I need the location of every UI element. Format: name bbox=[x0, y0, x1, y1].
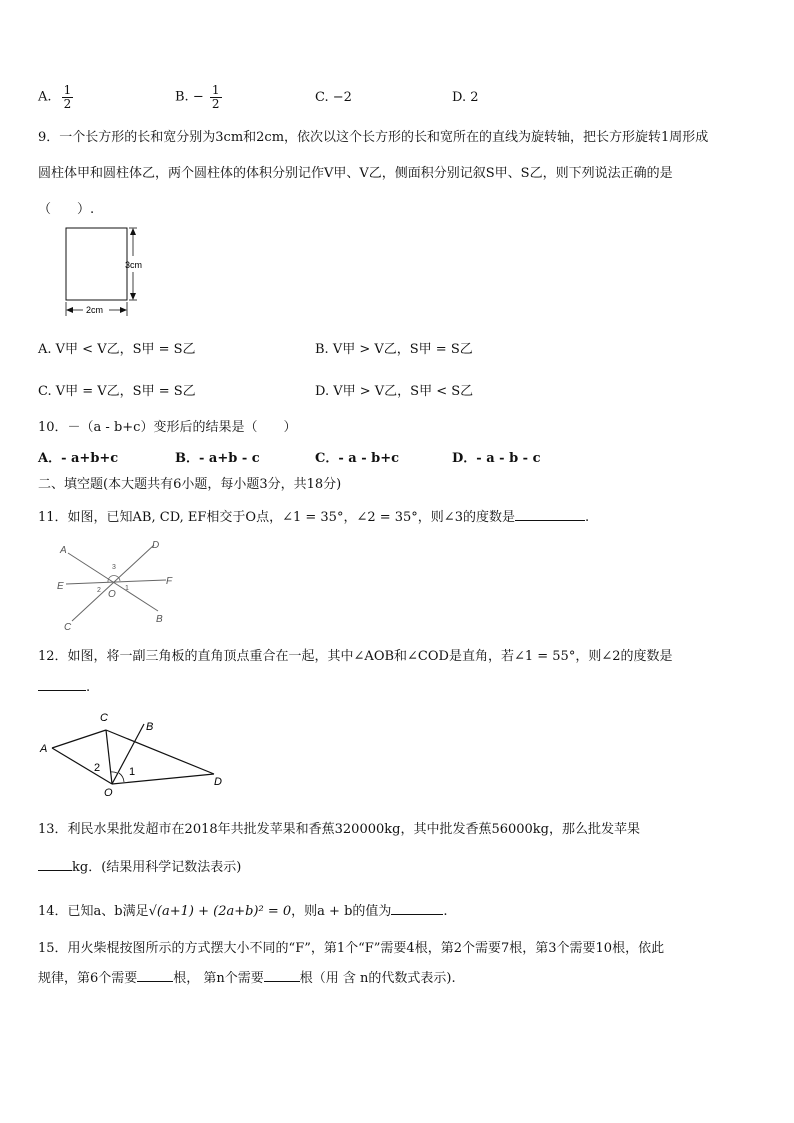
q15-answer-blank-2[interactable] bbox=[264, 969, 300, 982]
q12-triangle-boards-figure bbox=[36, 708, 236, 803]
q15-stem-line1: 15．用火柴棍按图所示的方式摆大小不同的“F”，第1个“F”需要4根，第2个需要7根，第3个需要10根，依此 bbox=[38, 941, 665, 956]
q9-stem-line2: 圆柱体甲和圆柱体乙，两个圆柱体的体积分别记作V甲、V乙，侧面积分别记叙S甲、S乙，则下列说法正确的是 bbox=[38, 166, 673, 181]
q13-answer-blank[interactable] bbox=[38, 858, 72, 871]
fraction: $\frac{1}{2}$ bbox=[211, 83, 220, 111]
rectangle bbox=[66, 228, 127, 300]
label-e: E bbox=[57, 581, 64, 592]
label-d: D bbox=[152, 540, 160, 551]
section-heading: 二、填空题(本大题共有6小题，每小题3分，共18分) bbox=[38, 477, 342, 492]
label-f: F bbox=[166, 576, 173, 587]
q13-stem-line1: 13．利民水果批发超市在2018年共批发苹果和香蕉320000kg，其中批发香蕉56000kg，那么批发苹果 bbox=[38, 822, 641, 837]
label-d: D bbox=[214, 776, 222, 788]
segment-cd bbox=[106, 730, 214, 774]
q14-answer-blank[interactable] bbox=[391, 902, 443, 915]
q12-answer-blank[interactable] bbox=[38, 678, 86, 691]
q11-stem: 11．如图，已知AB, CD, EF相交于O点，∠1 = 35°，∠2 = 35°，则∠3的度数是 . bbox=[38, 510, 590, 525]
q12-stem-line1: 12．如图，将一副三角板的直角顶点重合在一起，其中∠AOB和∠COD是直角，若∠1 = 55°，则∠2的度数是 bbox=[38, 649, 673, 664]
label-b: B bbox=[156, 614, 163, 625]
label-b: B bbox=[146, 721, 154, 733]
q14-equation: √(a+1) + (2a+b)² = 0 bbox=[148, 904, 292, 919]
segment-ac bbox=[52, 730, 106, 748]
label-a: A bbox=[40, 743, 48, 755]
label-c: C bbox=[64, 622, 72, 633]
q13-stem-line2: kg．(结果用科学记数法表示) bbox=[38, 856, 241, 875]
angle-3-label: 3 bbox=[112, 564, 116, 571]
q15-answer-blank-1[interactable] bbox=[137, 969, 173, 982]
height-label: 3cm bbox=[125, 260, 143, 270]
segment-od bbox=[112, 774, 214, 784]
arrowhead-left-icon bbox=[66, 307, 73, 313]
q10-stem: 10．－（a - b+c）变形后的结果是（ ） bbox=[38, 420, 297, 435]
q8-option-b[interactable]: B. − $\frac{1}{2}$ bbox=[175, 83, 220, 111]
q15-stem-line2: 规律，第6个需要 根， 第n个需要 根（用 含 n的代数式表示). bbox=[38, 971, 456, 986]
q9-option-d[interactable]: D. V甲 > V乙，S甲 < S乙 bbox=[315, 384, 474, 399]
label-o: O bbox=[108, 589, 116, 600]
label-a: A bbox=[60, 545, 67, 556]
q10-option-d[interactable]: D．- a - b - c bbox=[452, 451, 541, 466]
q8-option-a[interactable]: A. $\frac{1}{2}$ bbox=[38, 83, 72, 111]
angle-1-label: 1 bbox=[129, 766, 136, 778]
q11-answer-blank[interactable] bbox=[515, 508, 585, 521]
angle-2-label: 2 bbox=[97, 587, 101, 594]
angle-2-label: 2 bbox=[94, 762, 101, 774]
q11-intersecting-lines-figure bbox=[50, 535, 190, 635]
q8-option-d[interactable]: D. 2 bbox=[452, 90, 479, 105]
q10-option-a[interactable]: A．- a+b+c bbox=[38, 451, 119, 466]
angle-1-arc bbox=[119, 773, 124, 782]
label-o: O bbox=[104, 787, 113, 799]
segment-ao bbox=[52, 748, 112, 784]
q9-stem-line1: 9．一个长方形的长和宽分别为3cm和2cm，依次以这个长方形的长和宽所在的直线为旋转轴，把长方形旋转1周形成 bbox=[38, 130, 709, 145]
q9-option-b[interactable]: B. V甲 > V乙，S甲 = S乙 bbox=[315, 342, 473, 357]
q9-stem-line3: （ ）. bbox=[38, 202, 95, 217]
q10-option-b[interactable]: B．- a+b - c bbox=[175, 451, 260, 466]
q10-option-c[interactable]: C．- a - b+c bbox=[315, 451, 400, 466]
q12-stem-line2: . bbox=[38, 678, 90, 695]
q9-option-a[interactable]: A. V甲 < V乙，S甲 = S乙 bbox=[38, 342, 196, 357]
segment-ob bbox=[112, 724, 144, 784]
q9-option-c[interactable]: C. V甲 = V乙，S甲 = S乙 bbox=[38, 384, 196, 399]
arrowhead-up-icon bbox=[130, 228, 136, 235]
arrowhead-right-icon bbox=[120, 307, 127, 313]
q8-option-c[interactable]: C. −2 bbox=[315, 90, 352, 105]
arrowhead-down-icon bbox=[130, 293, 136, 300]
angle-1-label: 1 bbox=[125, 585, 129, 592]
q14-stem: 14．已知a、b满足√(a+1) + (2a+b)² = 0，则a + b的值为 . bbox=[38, 904, 448, 919]
fraction: $\frac{1}{2}$ bbox=[63, 83, 72, 111]
segment-co bbox=[106, 730, 112, 784]
width-label: 2cm bbox=[86, 305, 104, 315]
label-c: C bbox=[100, 712, 108, 724]
q9-rectangle-figure bbox=[55, 222, 155, 320]
